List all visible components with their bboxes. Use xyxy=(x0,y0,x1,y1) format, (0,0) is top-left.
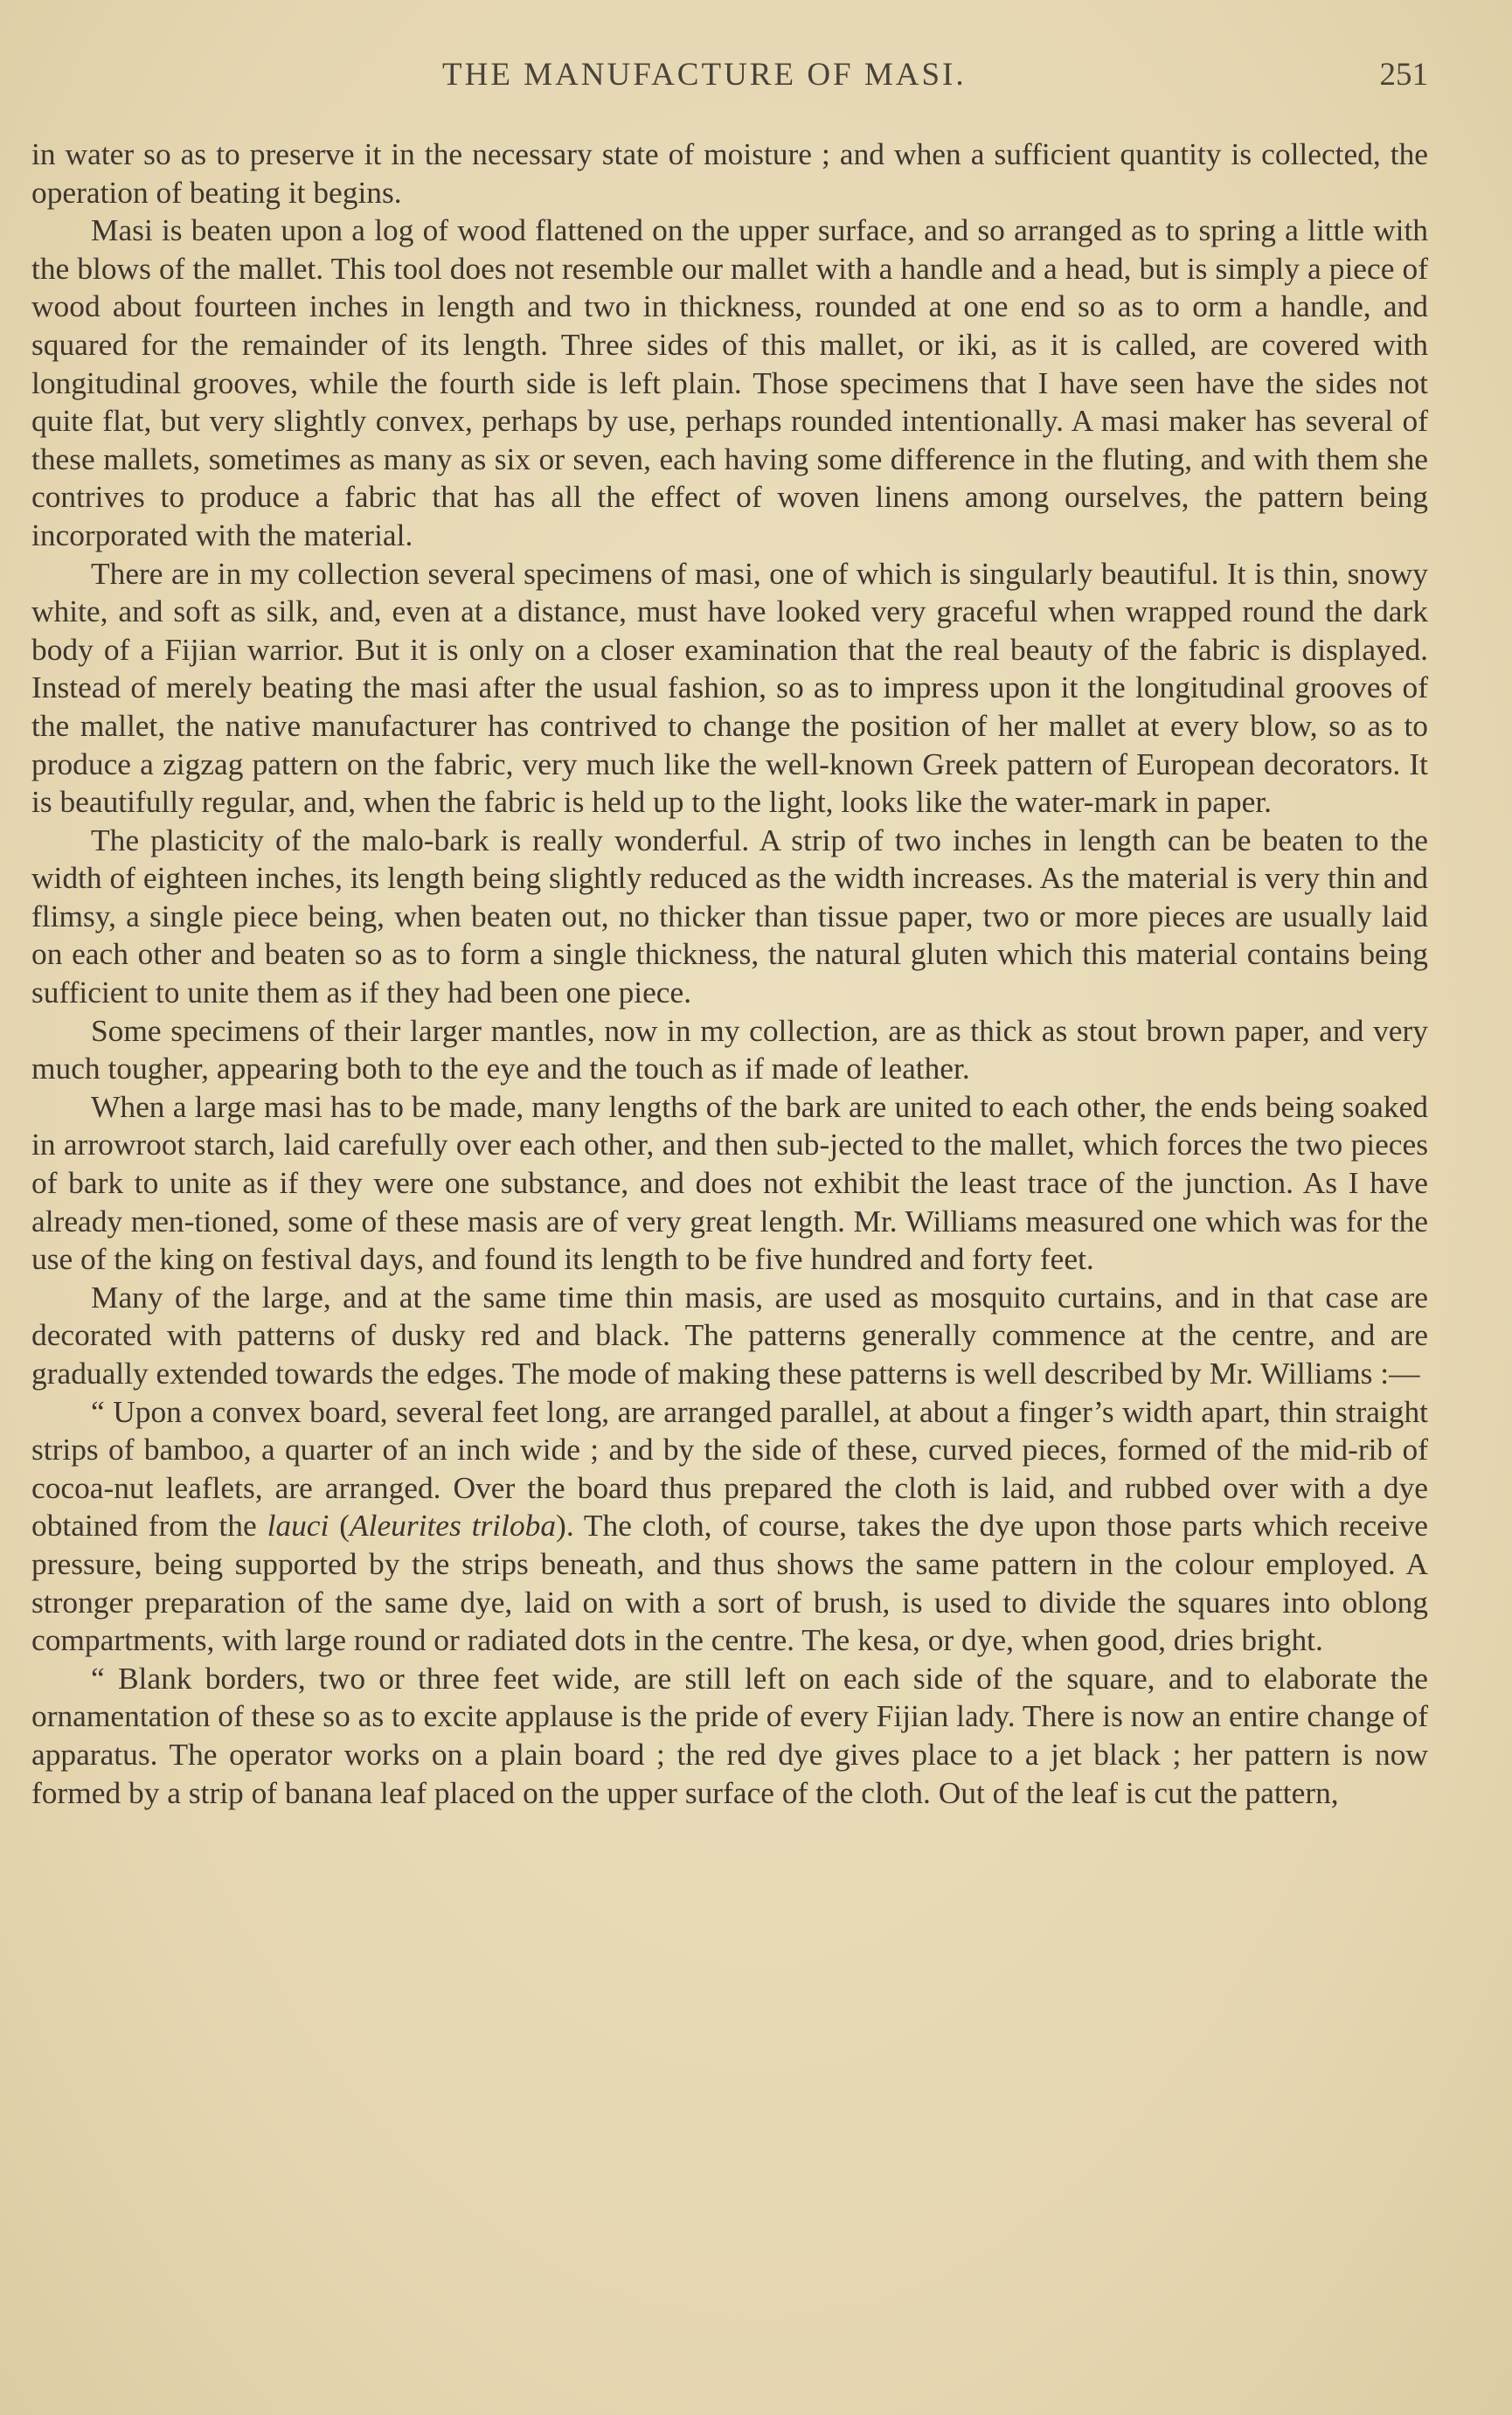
quoted-paragraph: “ Blank borders, two or three feet wide, are still left on each side of the square, and to elaborate the ornamentation of these so as to excite applause is the pride of every Fijian lady. There is now an entire change of apparatus. The operator works on a plain board ; the red dye gives place to a jet black ; her pattern is now formed by a strip of banana leaf placed on the upper surface of the cloth. Out of the leaf is cut the pattern, xyxy=(31,1660,1428,1810)
paragraph: The plasticity of the malo-bark is really wonderful. A strip of two inches in length can be beaten to the width of eighteen inches, its length being slightly reduced as the width increases. As the material is very thin and flimsy, a single piece being, when beaten out, no thicker than tissue paper, two or more pieces are usually laid on each other and beaten so as to form a single thickness, the natural gluten which this material contains being sufficient to unite them as if they had been one piece. xyxy=(31,822,1428,1010)
page-header xyxy=(31,56,1428,108)
paragraph: Many of the large, and at the same time thin masis, are used as mosquito curtains, and in that case are decorated with patterns of dusky red and black. The patterns generally commence at the centre, and are gradually extended towards the edges. The mode of making these patterns is well described by Mr. Williams :— xyxy=(31,1279,1428,1391)
quoted-paragraph xyxy=(31,1393,1428,1660)
page-number: 251 xyxy=(1379,57,1428,93)
paragraph: Masi is beaten upon a log of wood flattened on the upper surface, and so arranged as to spring a little with the blows of the mallet. This tool does not resemble our mallet with a handle and a head, but is simply a piece of wood about fourteen inches in length and two in thickness, rounded at one end so as to orm a handle, and squared for the remainder of its length. Three sides of this mallet, or iki, as it is called, are covered with longitudinal grooves, while the fourth side is left plain. Those specimens that I have seen have the sides not quite flat, but very slightly convex, perhaps by use, perhaps rounded intentionally. A masi maker has several of these mallets, sometimes as many as six or seven, each having some difference in the fluting, and with them she contrives to produce a fabric that has all the effect of woven linens among ourselves, the pattern being incorporated with the material. xyxy=(31,212,1428,552)
paragraph: When a large masi has to be made, many lengths of the bark are united to each other, the ends being soaked in arrowroot starch, laid carefully over each other, and then sub-jected to the mallet, which forces the two pieces of bark to unite as if they were one substance, and does not exhibit the least trace of the junction. As I have already men-tioned, some of these masis are of very great length. Mr. Williams measured one which was for the use of the king on festival days, and found its length to be five hundred and forty feet. xyxy=(31,1088,1428,1277)
paragraph: Some specimens of their larger mantles, now in my collection, are as thick as stout brown paper, and very much tougher, appearing both to the eye and the touch as if made of leather. xyxy=(31,1012,1428,1086)
body-text xyxy=(31,135,1428,1812)
paragraph-continued: in water so as to preserve it in the necessary state of moisture ; and when a sufficient quantity is collected, the operation of beating it begins. xyxy=(31,136,1428,210)
running-title: THE MANUFACTURE OF MASI. xyxy=(442,57,967,93)
quote-text: ). The cloth, of course, takes the dye upon those parts which receive pressure, being supported by the strips beneath, and thus shows the same pattern in the colour employed. A stronger preparation of the same dye, laid on with a sort of brush, is used to divide the squares into oblong compartments, with large round or radiated dots in the centre. The kesa, or dye, when good, dries bright. xyxy=(31,1508,1429,1658)
italic-term: lauci xyxy=(267,1508,329,1544)
quote-text: “ Upon a convex board, several feet long, are arranged parallel, at about a finger’s width apart, thin straight strips of bamboo, a quarter of an inch wide ; and by the side of these, curved pieces, formed of the mid-rib of cocoa-nut leaflets, are arranged. Over the board thus prepared the cloth is laid, and rubbed over with a dye obtained from the xyxy=(31,1393,1428,1544)
paragraph: There are in my collection several specimens of masi, one of which is singularly beautiful. It is thin, snowy white, and soft as silk, and, even at a distance, must have looked very graceful when wrapped round the dark body of a Fijian warrior. But it is only on a closer examination that the real beauty of the fabric is displayed. Instead of merely beating the masi after the usual fashion, so as to impress upon it the longitudinal grooves of the mallet, the native manufacturer has contrived to change the position of her mallet at every blow, so as to produce a zigzag pattern on the fabric, very much like the well-known Greek pattern of European decorators. It is beautifully regular, and, when the fabric is held up to the light, looks like the water-mark in paper. xyxy=(31,555,1428,820)
quote-text: ( xyxy=(329,1508,350,1544)
italic-latin-name: Aleurites triloba xyxy=(350,1508,557,1544)
